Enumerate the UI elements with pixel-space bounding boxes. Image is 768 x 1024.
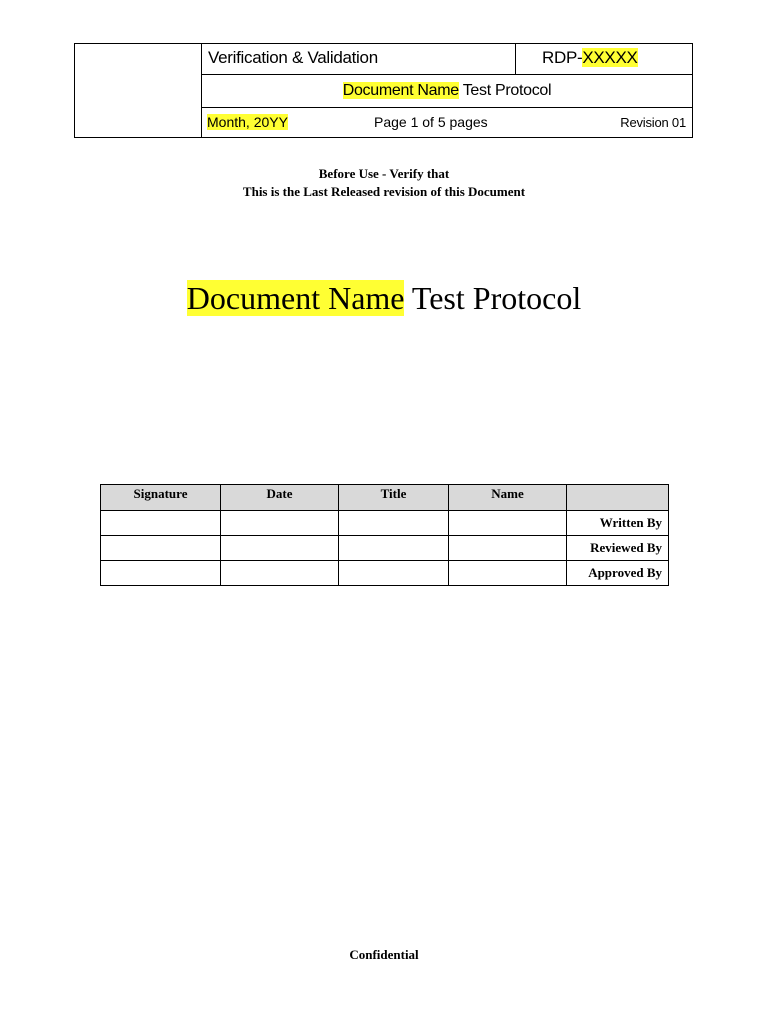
- date-cell[interactable]: [221, 561, 339, 586]
- column-header-date: Date: [221, 485, 339, 511]
- name-cell[interactable]: [449, 511, 567, 536]
- column-header-signature: Signature: [101, 485, 221, 511]
- date-cell[interactable]: [221, 511, 339, 536]
- notice-line-1: Before Use - Verify that: [318, 166, 450, 181]
- header-row-meta: [202, 108, 692, 137]
- table-row: [101, 536, 669, 561]
- department-label: Verification & Validation: [208, 48, 378, 67]
- doc-number-prefix: RDP-: [542, 48, 583, 67]
- page-info: Page 1 of 5 pages: [374, 114, 488, 130]
- signature-cell[interactable]: [101, 511, 221, 536]
- table-row: [101, 561, 669, 586]
- notice-line-2: This is the Last Released revision of this Document: [242, 184, 526, 199]
- header-doc-name-placeholder: Document Name: [342, 82, 459, 99]
- page-title: [0, 278, 768, 318]
- date-cell[interactable]: [221, 536, 339, 561]
- doc-number-placeholder: XXXXX: [582, 48, 638, 67]
- name-cell[interactable]: [449, 536, 567, 561]
- header-doc-title: [343, 82, 552, 100]
- title-cell[interactable]: [339, 536, 449, 561]
- logo-placeholder-cell: [75, 44, 202, 137]
- signature-cell[interactable]: [101, 561, 221, 586]
- title-cell[interactable]: [339, 561, 449, 586]
- signature-cell[interactable]: [101, 536, 221, 561]
- role-cell: Written By: [567, 511, 669, 536]
- header-doc-type: Test Protocol: [458, 82, 552, 99]
- doc-number: [542, 48, 638, 68]
- role-cell: Approved By: [567, 561, 669, 586]
- confidential-footer: Confidential: [349, 947, 419, 962]
- title-suffix: Test Protocol: [404, 280, 582, 316]
- doc-number-cell: [515, 44, 692, 74]
- column-header-name: Name: [449, 485, 567, 511]
- table-header-row: [101, 485, 669, 511]
- document-header: [74, 43, 693, 138]
- header-row-department: [202, 44, 692, 75]
- title-doc-name-placeholder: Document Name: [186, 280, 405, 316]
- title-cell[interactable]: [339, 511, 449, 536]
- column-header-role: [567, 485, 669, 511]
- date-placeholder: Month, 20YY: [207, 114, 288, 130]
- role-cell: Reviewed By: [567, 536, 669, 561]
- column-header-title: Title: [339, 485, 449, 511]
- signature-table: [100, 484, 669, 586]
- release-notice: [0, 165, 768, 201]
- name-cell[interactable]: [449, 561, 567, 586]
- table-row: [101, 511, 669, 536]
- revision-label: Revision 01: [620, 115, 686, 130]
- header-row-docname: [202, 75, 692, 108]
